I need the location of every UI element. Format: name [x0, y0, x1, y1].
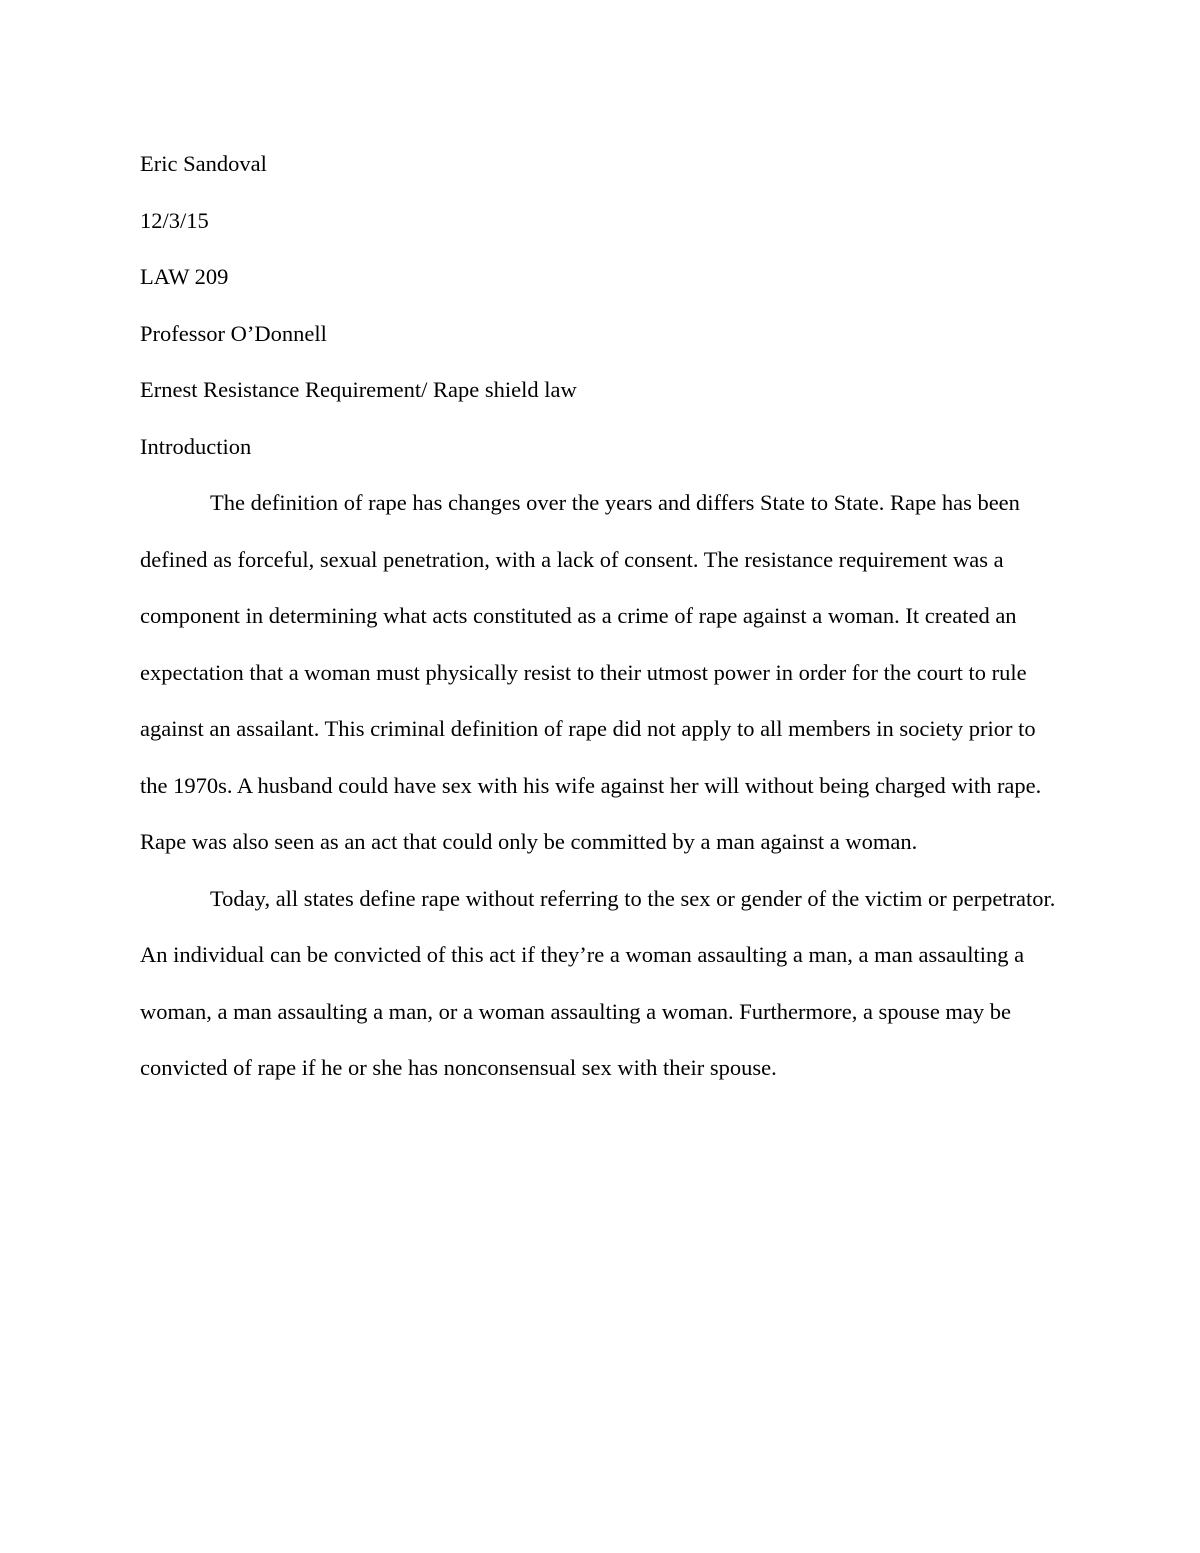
course-code: LAW 209 [140, 264, 229, 289]
document-content [140, 136, 1060, 1097]
document-date: 12/3/15 [140, 207, 209, 233]
author-name: Eric Sandoval [140, 151, 267, 176]
document-title: Ernest Resistance Requirement/ Rape shield law [140, 377, 577, 402]
body-paragraph: The definition of rape has changes over the years and differs State to State. Rape has been defined as forceful, sexual penetration, with a lack of consent. The resistance requirement was a component in determining what acts constituted as a crime of rape against a woman. It created an expectation that a woman must physically resist to their utmost power in order for the court to rule against an assailant. This criminal definition of rape did not apply to all members in society prior to the 1970s. A husband could have sex with his wife against her will without being charged with rape. Rape was also seen as an act that could only be committed by a man against a woman. [140, 490, 1042, 854]
body-paragraph: Today, all states define rape without referring to the sex or gender of the victim or perpetrator. An individual can be convicted of this act if they’re a woman assaulting a man, a man assaulting a woman, a man assaulting a man, or a woman assaulting a woman. Furthermore, a spouse may be convicted of rape if he or she has nonconsensual sex with their spouse. [140, 885, 1056, 1080]
section-heading: Introduction [140, 433, 252, 459]
professor-name: Professor O’Donnell [140, 320, 327, 346]
